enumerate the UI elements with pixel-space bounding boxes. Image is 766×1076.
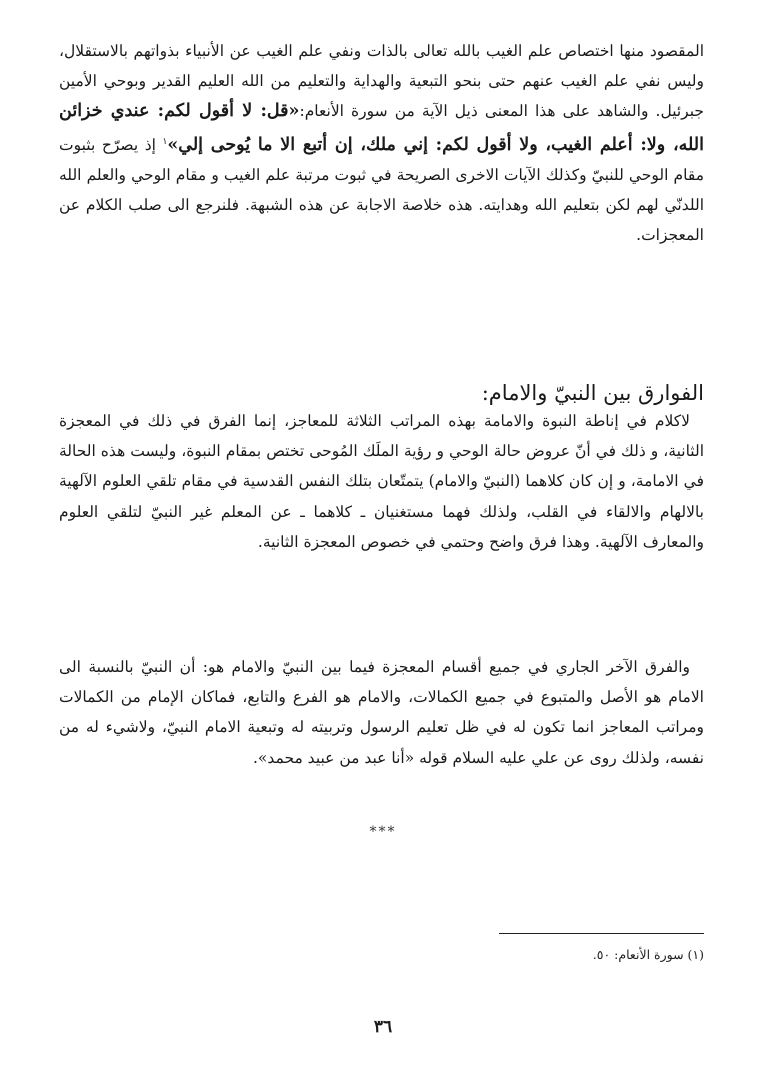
- section-separator: ***: [369, 824, 397, 840]
- paragraph-3-text: والفرق الآخر الجاري في جميع أقسام المعجزة فيما بين النبيّ والامام هو: أن النبيّ بالنسبة الى الامام هو الأصل والمتبوع في جميع الكمالات، والامام هو الفرع والتابع، فماكان الإمام من الكمالات ومراتب المعاجز انما تكون له في ظل تعليم الرسول وتربيته له وتبعية الامام النبيّ، ولاشيء له من نفسه، ولذلك روى عن علي عليه السلام قوله «أنا عبد من عبيد محمد».: [59, 658, 704, 767]
- paragraph-1-text: المقصود منها اختصاص علم الغيب بالله تعالى بالذات ونفي علم الغيب عن الأنبياء بذواتهم بالاستقلال، وليس نفي علم الغيب عنهم حتى بنحو التبعية والهداية والتعليم من الله العليم القدير وبوحي الأمين جبرئيل. والشاهد على هذا المعنى ذيل الآية من سورة الأنعام:: [59, 42, 704, 121]
- quran-quote: «قل: لا أقول لكم: عندي خزائن الله، ولا: أعلم الغيب، ولا أقول لكم: إني ملك، إن أتبع الا ما يُوحى إلي»: [59, 101, 704, 155]
- paragraph-2-text: لاكلام في إناطة النبوة والامامة بهذه المراتب الثلاثة للمعاجز، إنما الفرق في ذلك في المعجزة الثانية، و ذلك في أنّ عروض حالة الوحي و رؤية الملَك المُوحى تختص بمقام النبوة، وليست هذه الحالة في الامامة، و إن كان كلاهما (النبيّ والامام) يتمتّعان بتلك النفس القدسية في مقام تلقي العلوم الآلهية بالالهام والالقاء في القلب، ولذلك فهما مستغنيان ـ كلاهما ـ عن المعلم غير النبيّ لتلقي العلوم والمعارف الآلهية. وهذا فرق واضح وحتمي في خصوص المعجزة الثانية.: [59, 412, 704, 551]
- footnote-marker: ١: [162, 136, 168, 147]
- section-heading: الفوارق بين النبيّ والامام:: [481, 381, 704, 406]
- page-number: ٣٦: [373, 1017, 393, 1037]
- paragraph-1-continuation: إذ يصرّح بثبوت مقام الوحي للنبيّ وكذلك الآيات الاخرى الصريحة في ثبوت مرتبة علم الغيب و مقام الوحي والعلم الله اللدنّي لهم لكن بتعليم الله وهدايته. هذه خلاصة الاجابة عن هذه الشبهة. فلنرجع الى صلب الكلام عن المعجزات.: [59, 135, 704, 245]
- paragraph-1: [59, 36, 704, 251]
- paragraph-3: [59, 652, 704, 773]
- footnote-divider: [499, 933, 704, 934]
- footnote: (١) سورة الأنعام: ٥٠.: [592, 947, 704, 962]
- paragraph-2: [59, 406, 704, 557]
